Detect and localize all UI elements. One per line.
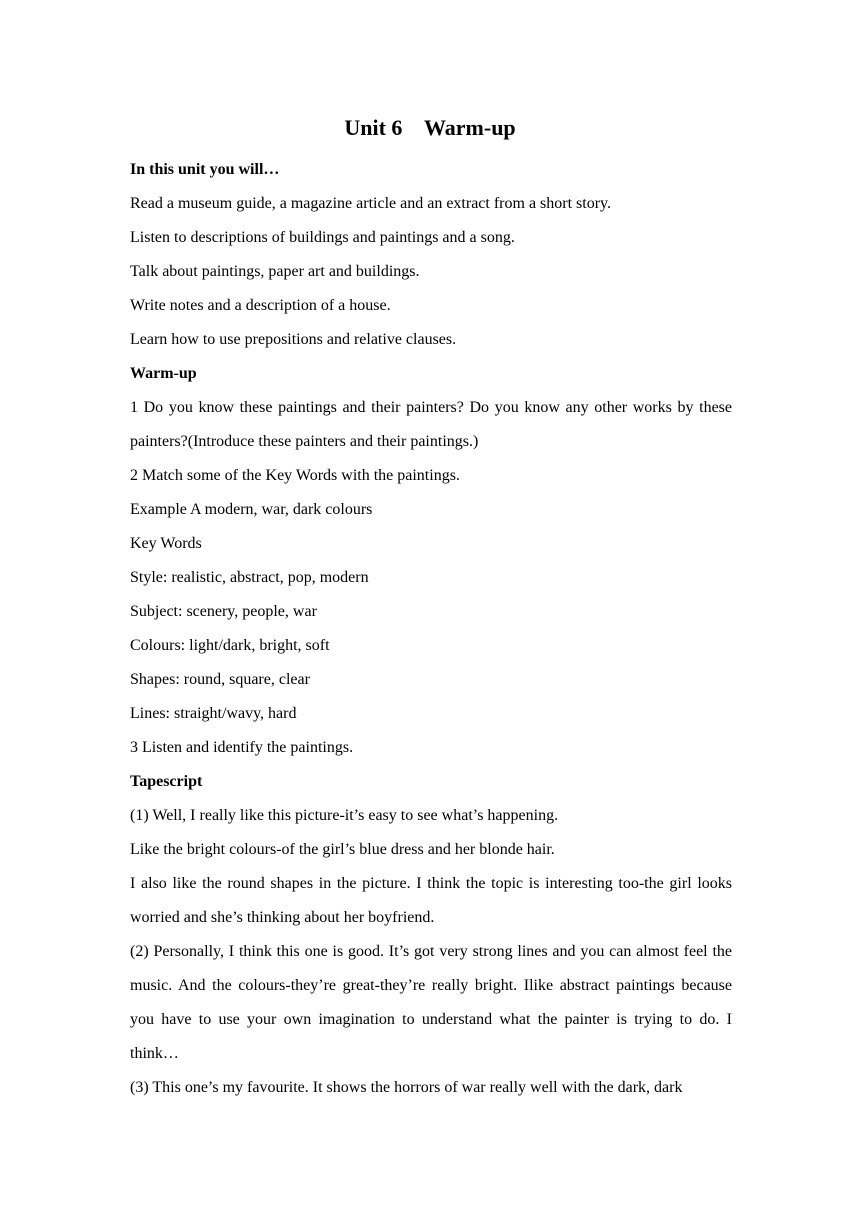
intro-item: Read a museum guide, a magazine article and an extract from a short story. — [130, 195, 611, 212]
tapescript-paragraph: (3) This one’s my favourite. It shows the horrors of war really well with the dark, dark — [130, 1079, 683, 1096]
task-3-text: 3 Listen and identify the paintings. — [130, 739, 354, 756]
task-1-text: 1 Do you know these paintings and their painters? Do you know any other works by these painters?(Introduce these painters and their paintings.) — [130, 399, 732, 450]
intro-item: Write notes and a description of a house. — [130, 297, 391, 314]
example-text: Example A modern, war, dark colours — [130, 501, 373, 518]
key-word-line: Style: realistic, abstract, pop, modern — [130, 569, 369, 586]
key-words-label: Key Words — [130, 535, 202, 552]
intro-item: Listen to descriptions of buildings and paintings and a song. — [130, 229, 515, 246]
tapescript-paragraph: (1) Well, I really like this picture-it’s easy to see what’s happening. — [130, 807, 559, 824]
key-word-line: Subject: scenery, people, war — [130, 603, 317, 620]
tapescript-paragraph: Like the bright colours-of the girl’s blue dress and her blonde hair. — [130, 841, 555, 858]
task-2-text: 2 Match some of the Key Words with the paintings. — [130, 467, 460, 484]
tapescript-heading: Tapescript — [130, 773, 203, 790]
warmup-heading: Warm-up — [130, 365, 197, 382]
key-word-line: Colours: light/dark, bright, soft — [130, 637, 330, 654]
intro-item: Learn how to use prepositions and relative clauses. — [130, 331, 457, 348]
intro-item: Talk about paintings, paper art and buildings. — [130, 263, 420, 280]
intro-heading: In this unit you will… — [130, 161, 280, 178]
tapescript-paragraph: (2) Personally, I think this one is good. It’s got very strong lines and you can almost feel the music. And the colours-they’re great-they’re really bright. Ilike abstract paintings because you have to use your own imagination to understand what the painter is trying to do. I think… — [130, 943, 732, 1062]
key-word-line: Shapes: round, square, clear — [130, 671, 310, 688]
page-title: Unit 6 Warm-up — [344, 115, 516, 140]
document-body — [130, 153, 732, 1105]
tapescript-paragraph: I also like the round shapes in the picture. I think the topic is interesting too-the girl looks worried and she’s thinking about her boyfriend. — [130, 875, 732, 926]
key-word-line: Lines: straight/wavy, hard — [130, 705, 297, 722]
